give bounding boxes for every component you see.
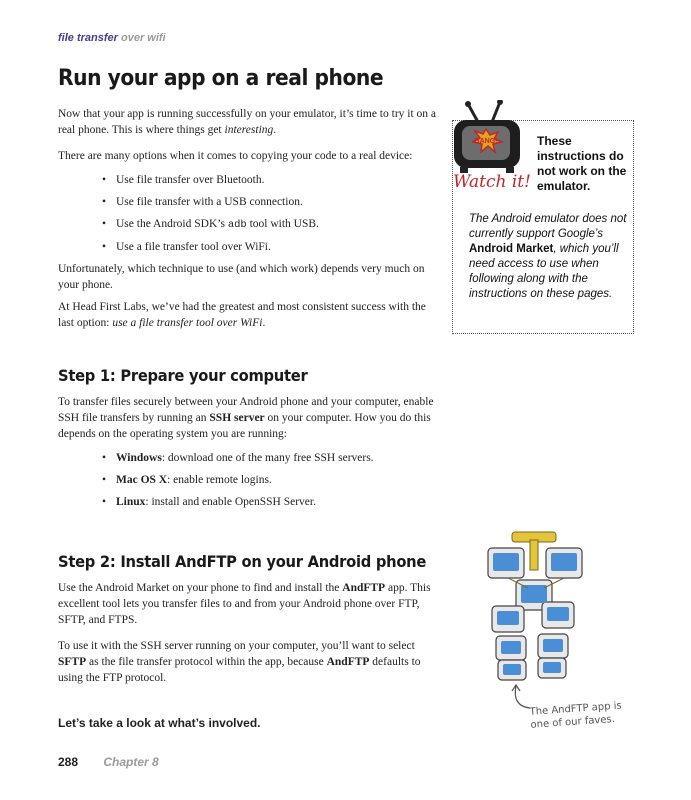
watch-it-body: The Android emulator does not currently support Google’s Android Market, which you’ll need access to use when following along with the instructions on these pages. [469, 213, 627, 300]
andftp-annotation: The AndFTP app is one of our faves. [529, 700, 623, 731]
list-item: • Linux: install and enable OpenSSH Server. [102, 494, 438, 510]
list-item: • Mac OS X: enable remote logins. [102, 472, 438, 488]
intro-paragraph-3: Unfortunately, which technique to use (and which work) depends very much on your phone. [58, 263, 425, 291]
list-item: • Use a file transfer tool over WiFi. [102, 239, 438, 255]
list-item: • Use the Android SDK’s adb tool with USB. [102, 216, 438, 233]
page-number: 288 [58, 755, 79, 769]
step-2-title: Step 2: Install AndFTP on your Android phone [58, 552, 427, 571]
running-head-topic: file transfer [58, 32, 118, 44]
step-2-paragraph-2: To use it with the SSH server running on your computer, you’ll want to select SFTP as the file transfer protocol within the app, because AndFTP defaults to using the FTP protocol. [58, 640, 421, 684]
list-item: • Use file transfer with a USB connection. [102, 194, 438, 210]
step-2-paragraph-1: Use the Android Market on your phone to find and install the AndFTP app. This excellent tool lets you transfer files to and from your Android phone over FTP, SFTP, and FTPS. [58, 582, 431, 626]
copy-options-list [102, 172, 438, 255]
running-head-subtopic: over wifi [120, 32, 166, 44]
intro-paragraph-4: At Head First Labs, we’ve had the greatest and most consistent success with the last option: use a file transfer tool over WiFi. [58, 301, 426, 329]
watch-it-label: Watch it! [453, 172, 531, 192]
intro-paragraph-2: There are many options when it comes to copying your code to a real device: [58, 150, 413, 162]
chapter-label: Chapter 8 [103, 755, 159, 769]
list-item: • Windows: download one of the many free SSH servers. [102, 450, 438, 466]
bang-badge-text: BANG! [474, 138, 498, 145]
step-1-title: Step 1: Prepare your computer [58, 366, 308, 385]
step-1-section [58, 394, 438, 516]
intro-paragraph-1: Now that your app is running successfully on your emulator, it’s time to try it on a real phone. This is where things get interesting. [58, 108, 437, 136]
step-2-section [58, 580, 438, 686]
running-head [58, 32, 166, 44]
step-1-paragraph: To transfer files securely between your Android phone and your computer, enable SSH file transfers by running an SSH server on your computer. How you do this depends on the operating system you are running: [58, 396, 434, 440]
list-item: • Use file transfer over Bluetooth. [102, 172, 438, 188]
intro-section [58, 106, 438, 331]
section-closer: Let’s take a look at what’s involved. [58, 716, 261, 730]
networked-computers-illustration [480, 528, 590, 684]
watch-it-heading: These instructions do not work on the emulator. [537, 134, 627, 193]
page-title: Run your app on a real phone [58, 66, 384, 91]
tv-bang-icon [448, 100, 528, 180]
os-list [102, 450, 438, 510]
page-footer [58, 755, 159, 769]
